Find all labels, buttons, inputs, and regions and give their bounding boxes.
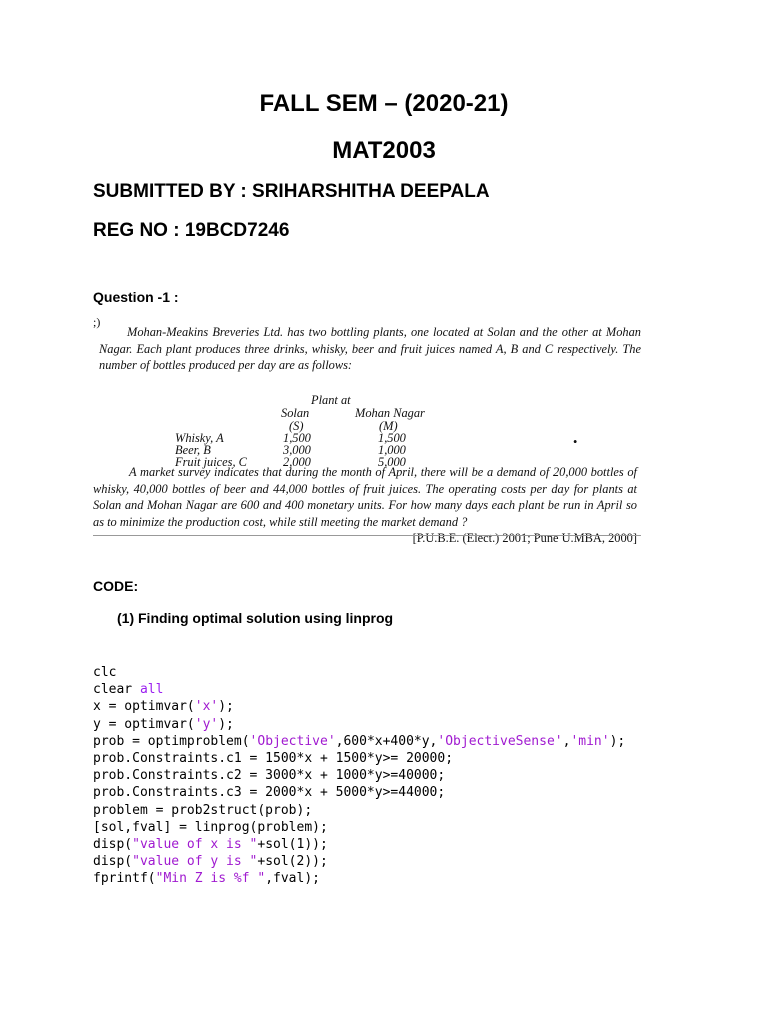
- code-token: prob.Constraints.c1 = 1500*x + 1500*y>= 20000;: [93, 751, 454, 767]
- code-string: 'x': [194, 699, 219, 715]
- code-string: 'ObjectiveSense': [437, 733, 563, 749]
- table-cell-whisky-solan: 1,500: [283, 431, 311, 445]
- table-cell-fruit-mohan: 5,000: [378, 455, 406, 469]
- code-line: [93, 698, 625, 715]
- question-label: Question -1 :: [93, 289, 179, 305]
- code-block: [93, 664, 625, 888]
- code-token: +sol(1));: [257, 837, 328, 853]
- code-keyword: all: [139, 682, 164, 698]
- code-line: [93, 716, 625, 733]
- code-token: clear: [93, 682, 140, 698]
- code-token: problem = prob2struct(prob);: [93, 802, 313, 818]
- table-cell-whisky-mohan: 1,500: [378, 431, 406, 445]
- code-line: [93, 767, 625, 784]
- semester-title: FALL SEM – (2020-21): [259, 90, 509, 117]
- course-code: MAT2003: [332, 137, 436, 164]
- code-string: 'Objective': [249, 733, 336, 749]
- code-token: fprintf(: [93, 871, 156, 887]
- code-token: ,fval);: [265, 871, 320, 887]
- table-col-code-s: (S): [289, 419, 304, 433]
- code-line: [93, 870, 625, 887]
- code-string: "value of x is ": [132, 837, 258, 853]
- code-token: ,: [562, 733, 571, 749]
- code-string: 'y': [194, 716, 219, 732]
- code-token: x = optimvar(: [93, 699, 195, 715]
- code-label: CODE:: [93, 578, 139, 594]
- table-row-label-whisky: Whisky, A: [175, 431, 224, 445]
- code-line: [93, 681, 625, 698]
- code-token: [sol,fval] = linprog(problem);: [93, 819, 328, 835]
- code-line: [93, 784, 625, 801]
- question-scan: [93, 314, 653, 546]
- scan-dot: •: [573, 435, 578, 449]
- paragraph-2-text: A market survey indicates that during the month of April, there will be a demand of 20,000 bottles of whisky, 40,000 bottles of beer and 44,000 bottles of fruit juices. The operating costs per day for plants at Solan and Mohan Nagar are 600 and 400 monetary units. For how many days each plant be run in April so as to minimize the production cost, while still meeting the market demand ?: [93, 465, 637, 529]
- code-token: );: [218, 699, 234, 715]
- code-line: [93, 802, 625, 819]
- reg-no: REG NO : 19BCD7246: [93, 220, 290, 241]
- question-paragraph-1: Mohan-Meakins Breveries Ltd. has two bottling plants, one located at Solan and the other at Mohan Nagar. Each plant produces three drinks, whisky, beer and fruit juices named A, B and C respectively. The number of bottles produced per day are as follows:: [99, 325, 641, 373]
- scan-edge: [93, 535, 641, 536]
- code-string: "Min Z is %f ": [155, 871, 266, 887]
- code-line: [93, 664, 625, 681]
- code-token: );: [609, 733, 626, 749]
- code-token: prob = optimproblem(: [93, 733, 250, 749]
- code-token: );: [218, 716, 234, 732]
- code-token: y = optimvar(: [93, 716, 195, 732]
- table-row-label-fruit: Fruit juices, C: [175, 455, 247, 469]
- code-token: clc: [93, 665, 117, 680]
- code-line: [93, 819, 625, 836]
- table-col-header-mohan: Mohan Nagar: [355, 406, 425, 420]
- code-string: "value of y is ": [132, 854, 258, 870]
- code-token: ,600*x+400*y,: [335, 733, 438, 749]
- code-string: 'min': [570, 733, 610, 749]
- code-token: +sol(2));: [257, 854, 328, 870]
- code-token: disp(: [93, 837, 133, 853]
- table-cell-beer-mohan: 1,000: [378, 443, 406, 457]
- table-col-code-m: (M): [379, 419, 398, 433]
- scan-mark: ;): [93, 315, 101, 329]
- code-token: prob.Constraints.c3 = 2000*x + 5000*y>=44000;: [93, 785, 446, 801]
- table-group-header: Plant at: [311, 393, 351, 407]
- code-line: [93, 750, 625, 767]
- table-row-label-beer: Beer, B: [175, 443, 211, 457]
- code-token: prob.Constraints.c2 = 3000*x + 1000*y>=40000;: [93, 768, 446, 784]
- code-line: [93, 733, 625, 750]
- table-cell-beer-solan: 3,000: [283, 443, 311, 457]
- table-cell-fruit-solan: 2,000: [283, 455, 311, 469]
- code-token: disp(: [93, 854, 133, 870]
- table-col-header-solan: Solan: [281, 406, 310, 420]
- code-subheading: (1) Finding optimal solution using linprog: [117, 610, 394, 626]
- reference-citation: [P.U.B.E. (Elect.) 2001; Pune U.MBA, 2000]: [412, 531, 637, 546]
- code-line: [93, 853, 625, 870]
- submitted-by: SUBMITTED BY : SRIHARSHITHA DEEPALA: [93, 181, 490, 202]
- code-line: [93, 836, 625, 853]
